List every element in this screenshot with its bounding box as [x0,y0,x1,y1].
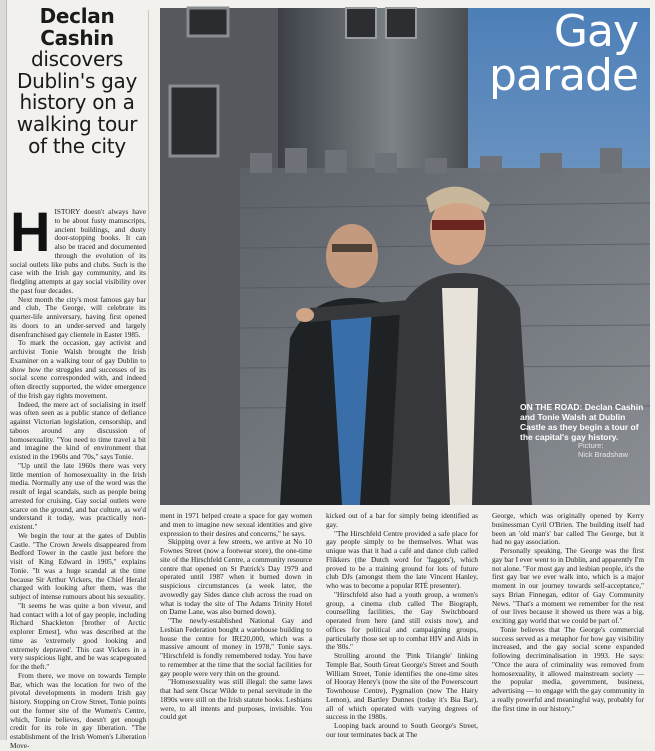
article-paragraph: George, which was originally opened by Kerry businessman Cyril O'Brien. The building itself had been an 'old man's' bar called The George, but it had no gay association. [492,511,644,547]
article-paragraph: Personally speaking, The George was the first gay bar I ever went to in Dublin, and apparently I'm not alone. "For most gay and lesbian people, it's the first gay bar we ever walk into, which is a major moment in our journey towards self-acceptance," says Brian Finnegan, editor of Gay Community News. "That's a moment we remember for the rest of our lives because it showed us there was a big, exciting gay world that we could be part of." [492,546,644,625]
article-paragraph: Skipping over a few streets, we arrive at No 10 Fownes Street (now a footwear store), the one-time site of the Hirschfeld Centre, a community resource centre that opened on St Patrick's Day 1979 and operated until 1987 when it burned down in suspicious circumstances (a week later, the avowedly gay Sides dance club across the road on what is today the site of The Adams Trinity Hotel on Dame Lane, was also burned down). [160,537,312,617]
article-column-3 [326,512,478,740]
article-paragraph: "The Hirschfeld Centre provided a safe place for gay people simply to be themselves. What was unique was that it had a café and dance club called Flikkers (the Dutch word for 'faggots'), which proved to be a training ground for lots of future club DJs (amongst them the late Vincent Hanley, who was to become a popular RTÉ presenter). [326,528,478,590]
caption-lead: ON THE ROAD: [520,402,583,412]
article-column-2 [160,512,312,740]
article-paragraph: To mark the occasion, gay activist and archivist Tonie Walsh brought the Irish Examiner on a walking tour of gay Dublin to show how the struggles and successes of its social scene corresponded with, and indeed often directly supported, the wider emergence of the Irish gay rights movement. [10,338,146,400]
article-paragraph: "Homosexuality was still illegal: the same laws that had sent Oscar Wilde to penal servitude in the 1890s were still on the Irish statute books. Lesbians were, to all intents and purposes, invisible. You could get [160,677,312,722]
credit-label: Picture: [578,441,604,450]
article-paragraph: From there, we move on towards Temple Bar, which was the location for two of the pivotal developments in modern Irish gay history. Stopping on Crow Street, Tonie points out the former site of the Women's Centre, which, Tonie believes, doesn't get enough credit for its role in gay liberation. "The establishment of the Irish Women's Liberation Move- [10,670,146,750]
article-paragraph: Indeed, the mere act of socialising in itself was often seen as a public stance of defiance against Victorian legislation, censorship, and taboos around any discussion of homosexuality. "You need to time travel a bit and imagine the kind of environment that existed in the 1960s and '70s," says Tonie. [10,399,146,461]
article-paragraph: "Hirschfeld also had a youth group, a women's group, a cinema club called The Biograph, counselling facilities, the Gay Switchboard operated from here (and still exists now), and offices for political and campaigning groups, particularly those set up to combat HIV and Aids in the '80s." [326,589,478,652]
article-paragraph: ment in 1971 helped create a space for gay women and men to imagine new sexual identities and give expression to their desires and concerns," he says. [160,511,312,538]
article-paragraph: "The newly-established National Gay and Lesbian Federation bought a warehouse building to house the centre for IR£20,000, which was a massive amount of money in 1978," Tonie says. "Hirschfeld is fondly remembered today. You have to remember at the time that the social facilities for gay people were very thin on the ground. [160,616,312,678]
photo-credit [578,441,648,459]
photo-title-line2: parade [489,50,638,101]
drop-cap: H [10,200,51,263]
photo-title [489,6,638,101]
article-paragraph: "It seems he was quite a bon viveur, and had contact with a lot of gay people, including Richard Shackleton [brother of Arctic explorer Ernest], who was described at the time as 'extremely good looking and extremely depraved'. This cast Vickers in a very suspicious light, and he was scapegoated for the theft." [10,600,146,671]
photo-caption [520,402,650,442]
article-paragraph: Tonie believes that The George's commercial success served as a metaphor for how gay visibility increased, and the gay social scene expanded following decriminalisation in 1993. He says: "Once the aura of criminality was removed from homosexuality, it allowed mainstream society — the popular media, government, business, advertising — to engage with the gay community in a really powerful and meaningful way, probably for the first time in our history." [492,624,644,713]
article-paragraph: We begin the tour at the gates of Dublin Castle. "The Crown Jewels disappeared from Bedford Tower in the castle just before the visit of King Edward in 1905," explains Tonie. "It was a huge scandal at the time because Sir Arthur Vickers, the Chief Herald charged with looking after them, was the subject of intense rumours about his sexuality. [10,530,146,601]
article-paragraph: Next month the city's most famous gay bar and club, The George, will celebrate its quarter-life anniversary, having first opened its doors to an under-served and largely disenfranchised gay clientele in Easter 1985. [10,294,146,339]
photo-title-line1: Gay [553,6,638,57]
column-rule [148,10,149,738]
article-paragraph: Strolling around the 'Pink Triangle' linking Temple Bar, South Great George's Street and South William Street, Tonie identifies the one-time sites of Hooray Henry's (now the site of the Powerscourt Townhouse Centre), Pygmalion (now The Hairy Lemon), and Bartley Dunnes (today it's Bia Bar), all of which operated with varying degrees of success in the 1980s. [326,651,478,722]
headline-text: discovers Dublin's gay history on a walking tour of the city [16,47,138,158]
article-paragraph: kicked out of a bar for simply being identified as gay. [326,511,478,529]
article-paragraph: "Up until the late 1960s there was very little mention of homosexuality in the Irish media. Normally any use of the word was the result of legal scandals, such as people being arrested for cruising. Gay social outlets were scarce on the ground, and bar culture, as we'd understand it today, was practically non-existent." [10,460,146,531]
headline-author: Declan Cashin [39,4,115,50]
credit-name: Nick Bradshaw [578,450,629,459]
article-paragraph: ISTORY doesn't always have to be about fusty manuscripts, ancient buildings, and dusty door-stopping books. It can also be traced and documented through the evolution of its social outlets like pubs and clubs. Such is the case with the Irish gay community, and its fledgling attempts at gay social visibility over the past four decades. [10,207,146,295]
headline [8,6,146,157]
article-paragraph: Looping back around to South George's Street, our tour terminates back at The [326,721,478,739]
page-edge [0,0,7,740]
article-column-4 [492,512,644,740]
caption-text: Declan Cashin and Tonie Walsh at Dublin Castle as they begin a tour of the capital's gay history. [520,402,644,443]
article-column-1 [10,200,146,750]
